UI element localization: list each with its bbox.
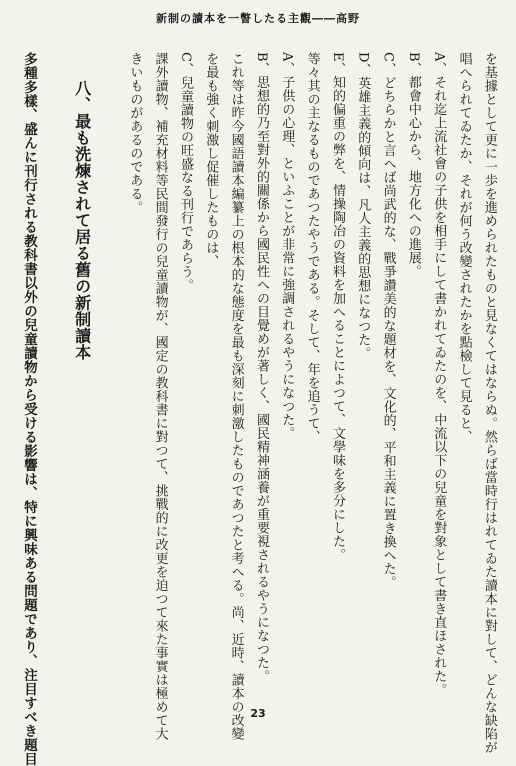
text-column: 多種多樣、盛んに刊行される教科書以外の兒童讀物から受ける影響は、特に興味ある問題であり、注目すべき題目 [21,52,37,766]
text-column: を基據として更に一歩を進められたものと見なくてはならぬ。然らば當時行はれてゐた讀本に對して、どんな缺陷が [481,52,497,754]
section-spacer [102,52,116,678]
section-spacer [47,52,61,678]
text-column: これ等は昨今國語讀本編纂上の根本的な態度を最も深刻に刺激したものであつたと考へる。尚、近時、讀本の改變 [228,52,244,741]
text-column: 課外讀物、補充材料等民間發行の兒童讀物が、國定の教科書に對つて、挑戰的に改更を迫つて來た事實は極めて大 [152,52,168,741]
list-item-e: E、知的偏重の弊を、情操陶冶の資料を加へることによつて、文學味を多分にした。 [329,52,345,562]
list-item-c: C、どちらかと言へば尚武的な、戰爭讚美的な題材を、文化的、平和主義に置き換へた。 [380,52,396,589]
list-item-b: B、思想的乃至對外的關係から國民性への目覺めが著しく、國民精神涵養が重要視されるやうになつた。 [253,52,269,684]
list-item-a: A、子供の心理、といふことが非常に強調されるやうになつた。 [279,52,295,440]
text-column: 等々其の主なるものであつたやうである。そして、年を追うて、 [304,52,320,444]
list-item-b: B、都會中心から、地方化への進展。 [405,52,421,279]
list-item-c: C、兒童讀物の旺盛なる刊行であらう。 [177,52,193,292]
text-column: きいものがあるのである。 [127,52,143,214]
running-head: 新制の讀本を一瞥したる主觀――高野 [156,12,360,25]
list-item-d: D、英雄主義的傾向は、凡人主義的思想になつた。 [355,52,371,360]
text-column: 唱へられてゐたか、それが何う改變されたかを點檢して見ると、 [456,52,472,444]
list-item-a: A、それ迄上流社會の子供を相手にして書かれてゐたのを、中流以下の兒童を對象として書き直ほされた。 [431,52,447,697]
section-heading: 八、最も洗煉されて居る舊の新制讀本 [72,80,92,361]
text-column: を最も強く刺激し促催したものは、 [203,52,219,268]
page-number: 23 [250,707,266,720]
